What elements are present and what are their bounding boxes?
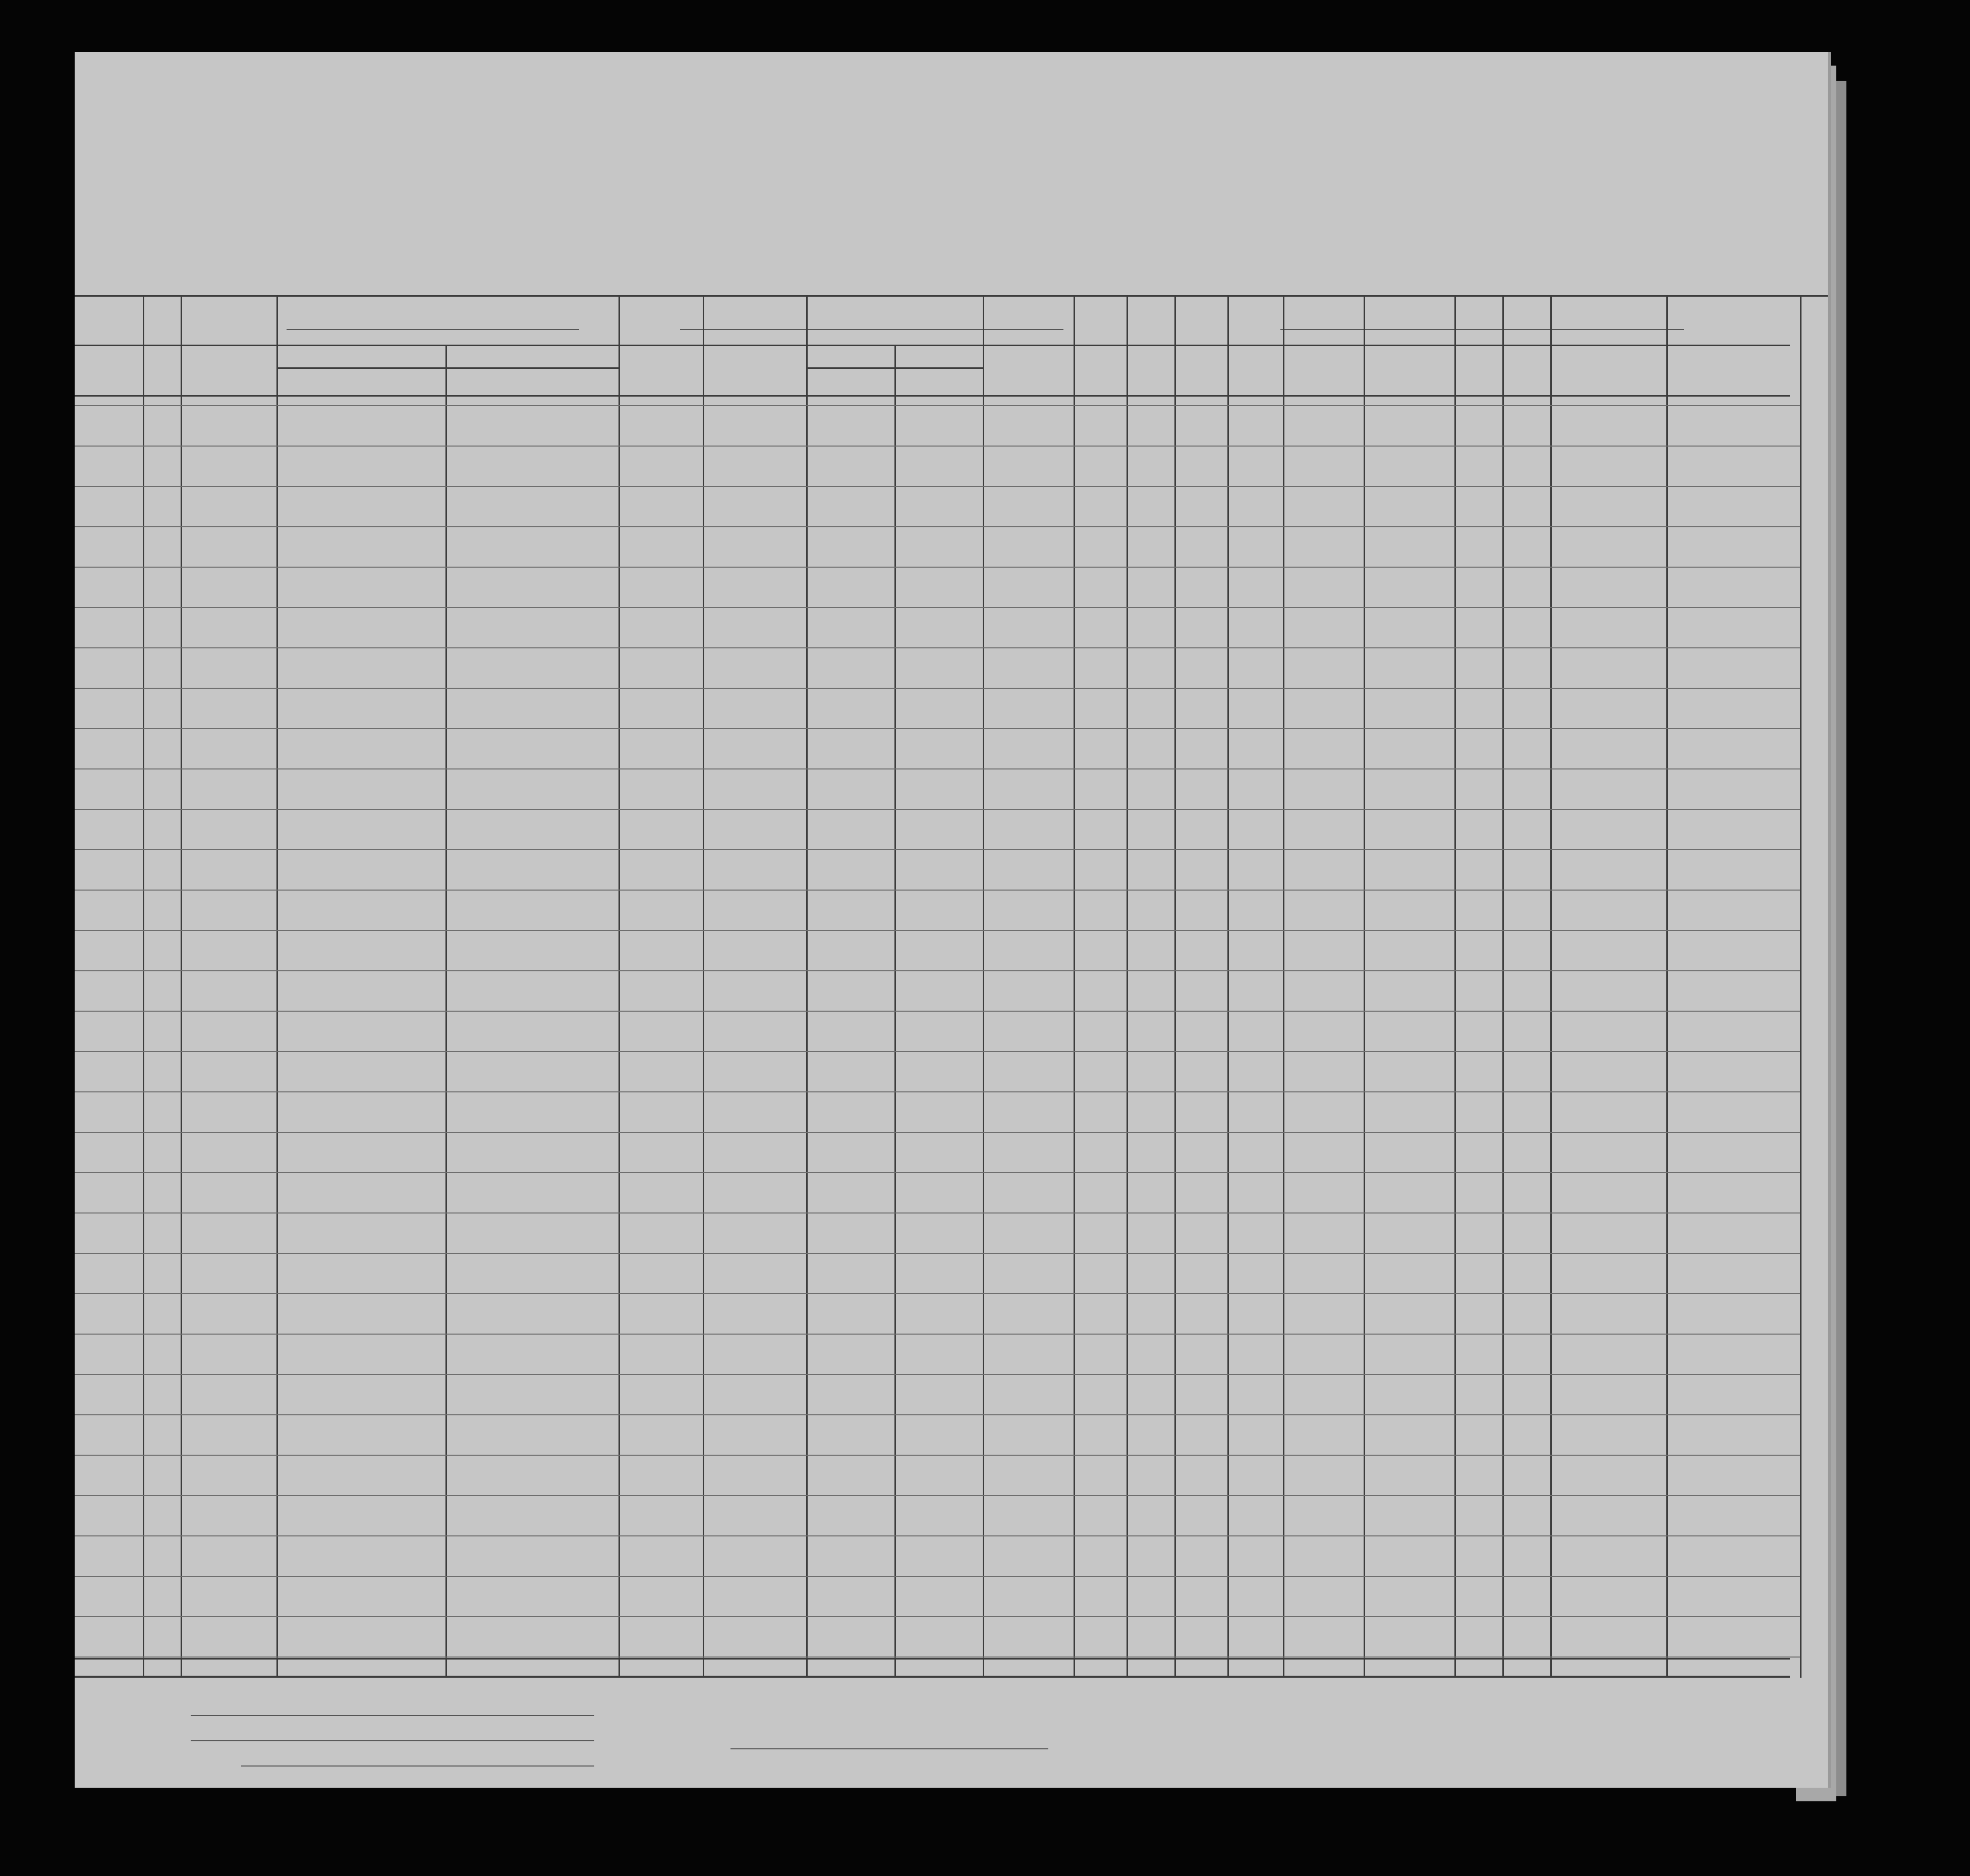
row-rule xyxy=(75,1091,1800,1092)
subheader-rule xyxy=(806,367,983,369)
column-rule xyxy=(1074,295,1075,1678)
row-rule xyxy=(75,688,1800,689)
row-rule xyxy=(75,809,1800,810)
row-rule xyxy=(75,405,1800,406)
row-rule xyxy=(75,1374,1800,1375)
subheader-rule xyxy=(276,367,618,369)
column-rule xyxy=(1227,295,1229,1678)
voyage-line xyxy=(75,307,1828,337)
row-rule xyxy=(75,1334,1800,1335)
row-rule xyxy=(75,1495,1800,1496)
line-blank xyxy=(191,1715,594,1716)
row-rule xyxy=(75,1253,1800,1254)
column-rule xyxy=(1364,295,1365,1678)
column-rule xyxy=(983,295,984,1678)
row-rule xyxy=(75,728,1800,729)
row-rule xyxy=(75,768,1800,769)
column-rule xyxy=(1800,295,1802,1678)
row-rule xyxy=(75,1172,1800,1173)
row-rule xyxy=(75,526,1800,527)
row-rule xyxy=(75,1212,1800,1213)
column-rule xyxy=(703,295,704,1678)
column-rule xyxy=(1666,295,1668,1678)
column-rule xyxy=(1550,295,1552,1678)
row-rule xyxy=(75,1051,1800,1052)
column-rule xyxy=(181,295,182,1678)
row-rule xyxy=(75,1293,1800,1294)
row-rule xyxy=(75,486,1800,487)
column-rule xyxy=(1454,295,1456,1678)
inspector-blank xyxy=(730,1748,1048,1749)
row-rule xyxy=(75,607,1800,608)
row-rule xyxy=(75,1576,1800,1577)
row-rule xyxy=(75,446,1800,447)
owners-blank xyxy=(191,1740,594,1741)
row-rule xyxy=(75,567,1800,568)
manifest-sheet xyxy=(75,52,1831,1788)
column-rule xyxy=(806,295,808,1678)
agents-blank xyxy=(241,1765,594,1767)
row-rule xyxy=(75,849,1800,850)
column-rule xyxy=(276,295,278,1678)
row-rule xyxy=(75,1132,1800,1133)
row-rule xyxy=(75,1535,1800,1536)
column-rule xyxy=(618,295,620,1678)
column-rule xyxy=(1127,295,1128,1678)
row-rule xyxy=(75,647,1800,648)
row-rule xyxy=(75,1616,1800,1617)
column-rule xyxy=(143,295,144,1678)
row-rule xyxy=(75,1414,1800,1415)
row-rule xyxy=(75,970,1800,971)
row-rule xyxy=(75,890,1800,891)
row-rule xyxy=(75,1455,1800,1456)
row-rule xyxy=(75,1657,1800,1658)
column-rule xyxy=(1502,295,1504,1678)
row-rule xyxy=(75,1011,1800,1012)
row-rule xyxy=(75,930,1800,931)
column-rule xyxy=(1283,295,1284,1678)
column-rule xyxy=(1174,295,1176,1678)
